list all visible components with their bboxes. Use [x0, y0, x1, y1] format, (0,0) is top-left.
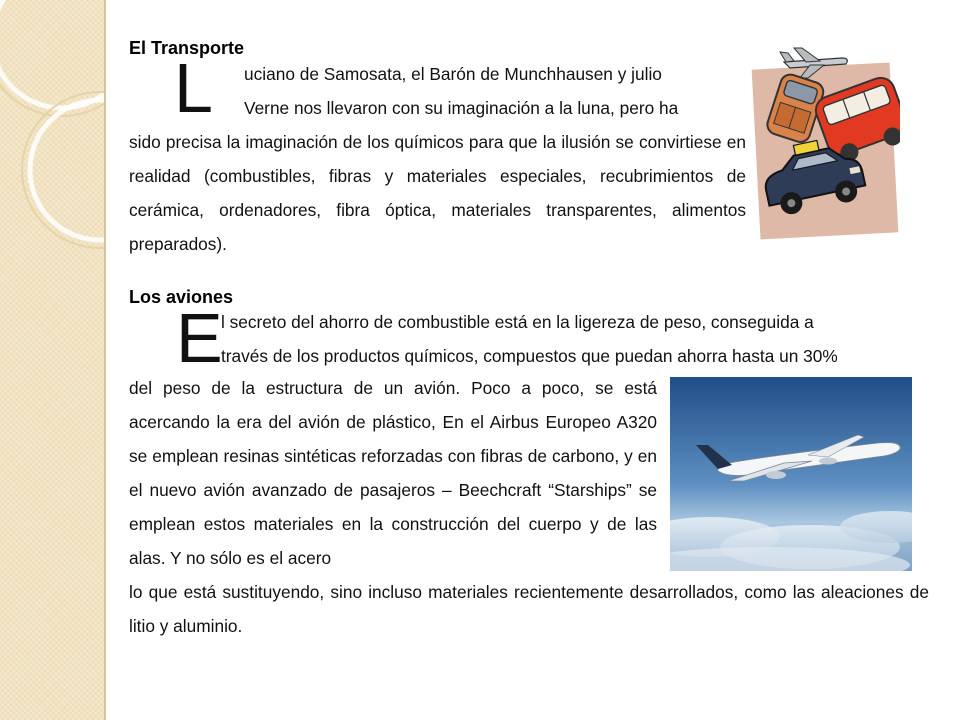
section2-body-full: lo que está sustituyendo, sino incluso materiales recientemente desarrollados, como las aleaciones de litio y aluminio. [129, 582, 929, 636]
section-heading-aviones: Los aviones [129, 287, 234, 307]
section1-line1: uciano de Samosata, el Barón de Munchhausen y julio [244, 64, 662, 84]
airplane-photo [670, 377, 912, 571]
section1-body: sido precisa la imaginación de los químicos para que la ilusión se convirtiese en realidad (combustibles, fibras y materiales especiales, recubrimientos de cerámica, ordenadores, fibra óptica, materiales transparentes, alimentos preparados). [129, 132, 746, 254]
section2-line2: través de los productos químicos, compuestos que puedan ahorra hasta un 30% [221, 346, 838, 366]
section-heading-transporte: El Transporte [129, 38, 245, 58]
section2-body-left: del peso de la estructura de un avión. Poco a poco, se está acercando la era del avión de plástico, En el Airbus Europeo A320 se emplean resinas sintéticas reforzadas con fibras de carbono, y en el nuevo avión avanzado de pasajeros – Beechcraft “Starships” se emplean estos materiales en la construcción del cuerpo y de las alas. Y no sólo es el acero [129, 378, 657, 568]
decorative-side-strip [0, 0, 106, 720]
section1-line2: Verne nos llevaron con su imaginación a la luna, pero ha [244, 98, 679, 118]
decorative-circles [0, 0, 104, 720]
transport-clipart [748, 44, 900, 240]
dropcap-l: L [174, 49, 213, 127]
dropcap-e: E [176, 299, 223, 377]
section2-line1: l secreto del ahorro de combustible está en la ligereza de peso, conseguida a [221, 312, 814, 332]
